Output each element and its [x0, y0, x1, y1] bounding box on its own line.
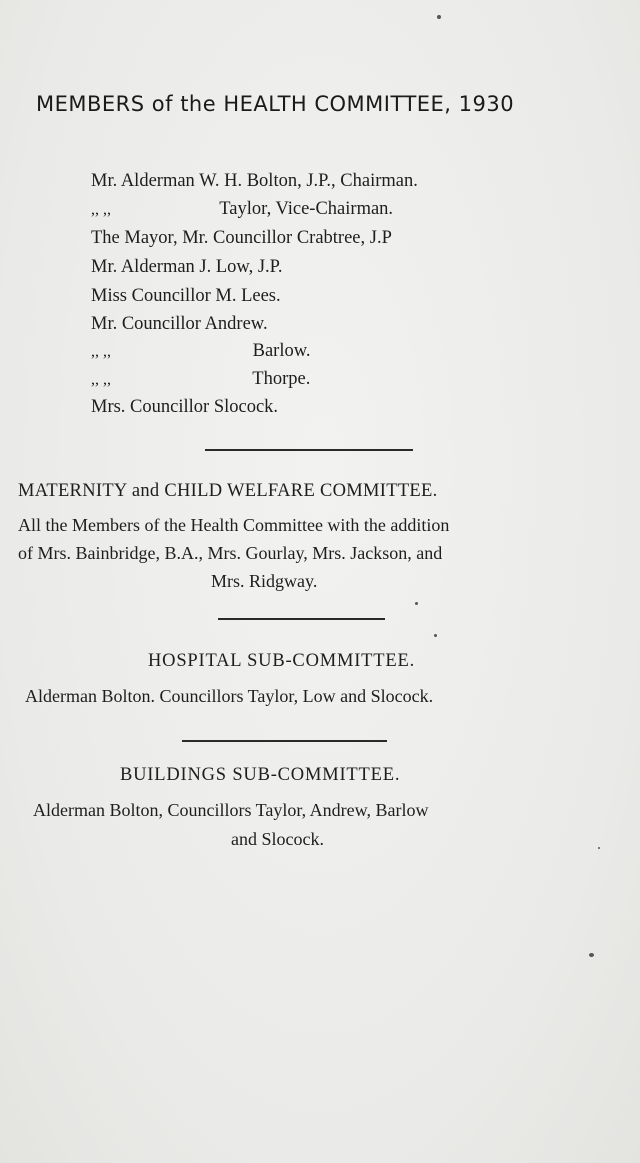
member-prefix: Mr. Alderman	[91, 171, 195, 191]
section-divider	[182, 740, 387, 742]
member-name: Barlow.	[252, 341, 311, 361]
member-line	[91, 398, 278, 417]
buildings-text-line: and Slocock.	[231, 829, 324, 849]
ditto-mark: ,, ,,	[91, 201, 111, 218]
buildings-subcommittee-title: BUILDINGS SUB-COMMITTEE.	[120, 765, 401, 785]
member-line	[91, 229, 392, 248]
member-name: W. H. Bolton, J.P., Chairman.	[199, 171, 418, 191]
ditto-mark: ,, ,,	[91, 343, 111, 360]
maternity-text-line: All the Members of the Health Committee with the addition	[18, 515, 450, 535]
print-speck	[598, 847, 600, 849]
member-name: Mrs. Councillor Slocock.	[91, 397, 279, 417]
member-line	[91, 287, 281, 306]
hospital-text-line: Alderman Bolton. Councillors Taylor, Low and Slocock.	[25, 686, 434, 706]
print-speck	[415, 602, 418, 605]
print-speck	[589, 953, 594, 957]
member-line	[91, 200, 393, 219]
print-speck	[437, 15, 441, 19]
ditto-mark: ,, ,,	[91, 371, 111, 388]
member-name: Mr. Councillor Andrew.	[91, 314, 268, 334]
member-line	[91, 172, 418, 191]
buildings-text-line: Alderman Bolton, Councillors Taylor, Andrew, Barlow	[33, 800, 429, 820]
member-name: Miss Councillor M. Lees.	[91, 286, 281, 306]
section-divider	[218, 618, 385, 620]
health-committee-heading: MEMBERS of the HEALTH COMMITTEE, 1930	[36, 92, 515, 116]
member-line	[91, 258, 283, 277]
member-name: Mr. Alderman J. Low, J.P.	[91, 257, 283, 277]
maternity-text-line: of Mrs. Bainbridge, B.A., Mrs. Gourlay, Mrs. Jackson, and	[18, 543, 443, 563]
member-line	[91, 315, 268, 334]
member-name: Thorpe.	[252, 369, 311, 389]
maternity-text-line: Mrs. Ridgway.	[211, 571, 318, 591]
maternity-committee-title: MATERNITY and CHILD WELFARE COMMITTEE.	[18, 481, 438, 501]
hospital-subcommittee-title: HOSPITAL SUB-COMMITTEE.	[148, 651, 416, 671]
member-name: Taylor, Vice-Chairman.	[219, 199, 394, 219]
member-name: The Mayor, Mr. Councillor Crabtree, J.P	[91, 228, 392, 248]
print-speck	[434, 634, 437, 637]
section-divider	[205, 449, 413, 451]
member-line	[91, 370, 310, 389]
member-line	[91, 342, 311, 361]
